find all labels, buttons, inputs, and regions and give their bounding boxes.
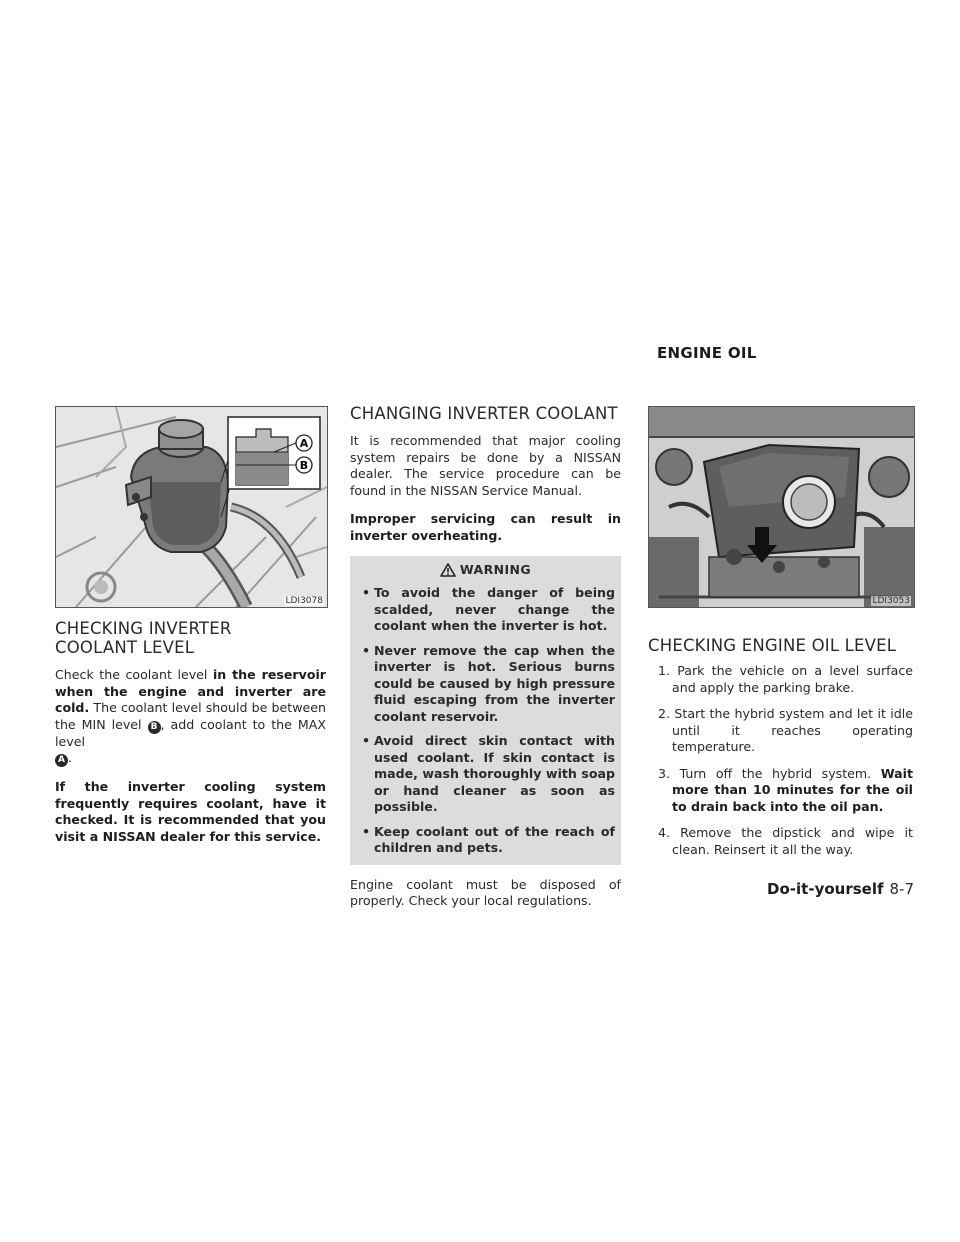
heading-changing-inverter-coolant: CHANGING INVERTER COOLANT: [350, 404, 618, 423]
list-item: [648, 766, 913, 816]
list-item: [648, 706, 913, 756]
warning-item: [356, 733, 615, 816]
bullet: •: [362, 585, 371, 600]
text: , add coolant to the MAX level: [55, 716, 326, 749]
marker-b: B: [148, 721, 161, 734]
step-text: Park the vehicle on a level surface and apply the parking brake.: [672, 663, 913, 695]
column-left: [55, 619, 326, 857]
section-tab: ENGINE OIL: [657, 344, 757, 362]
text: The coolant level should be between the MIN level: [55, 700, 326, 732]
text-bold: If the inverter cooling system frequently requires coolant, have it checked. It is recommended that you visit a NISSAN dealer for this service.: [55, 779, 326, 844]
column-right: [648, 636, 913, 868]
major-repairs-paragraph: It is recommended that major cooling system repairs be done by a NISSAN dealer. The service procedure can be found in the NISSAN Service Manual.: [350, 433, 621, 498]
coolant-reservoir-figure: [55, 406, 328, 608]
engine-bay-illustration: [649, 407, 914, 607]
engine-bay-figure: [648, 406, 915, 608]
step-text-bold: Wait more than 10 minutes for the oil to drain back into the oil pan.: [672, 765, 913, 814]
bullet: •: [362, 642, 371, 658]
bullet: •: [362, 823, 371, 839]
oil-check-steps: [648, 663, 913, 858]
coolant-level-paragraph: [55, 667, 326, 767]
text: Check the coolant level: [55, 667, 213, 682]
text-bold: in the reservoir when the engine and inverter are cold.: [55, 667, 326, 715]
warning-title: WARNING: [459, 562, 532, 577]
step-text: Start the hybrid system and let it idle until it reaches operating temperature.: [672, 706, 913, 754]
step-number: 3.: [658, 765, 671, 781]
label-b: B: [299, 459, 309, 472]
list-item: [648, 663, 913, 696]
warning-header: [356, 562, 615, 577]
disposal-paragraph: Engine coolant must be disposed of properly. Check your local regulations.: [350, 876, 621, 908]
heading-checking-inverter-coolant: CHECKING INVERTER COOLANT LEVEL: [55, 619, 232, 657]
warning-box: [350, 556, 621, 865]
label-a: A: [299, 437, 309, 450]
text: .: [68, 750, 73, 765]
service-paragraph: [55, 779, 326, 845]
step-text: Turn off the hybrid system.: [679, 765, 881, 781]
warning-text: Avoid direct skin contact with used coolant. If skin contact is made, wash thoroughly with soap or hand cleaner as soon as possible.: [374, 733, 615, 814]
warning-text: Never remove the cap when the inverter is hot. Serious burns could be caused by high pressure fluid escaping from the inverter coolant reservoir.: [374, 642, 615, 724]
warning-item: [356, 643, 615, 726]
page-footer: [767, 880, 914, 898]
figure-id: LDI3078: [285, 596, 323, 606]
chapter-title: Do-it-yourself: [767, 880, 884, 898]
heading-checking-engine-oil: CHECKING ENGINE OIL LEVEL: [648, 636, 897, 655]
step-number: 2.: [658, 706, 671, 721]
page-number: 8-7: [889, 880, 914, 898]
step-number: 1.: [658, 663, 671, 678]
text-bold: Improper servicing can result in inverter overheating.: [350, 511, 621, 543]
warning-item: [356, 824, 615, 857]
step-number: 4.: [658, 825, 671, 840]
improper-servicing-paragraph: [350, 511, 621, 544]
warning-triangle-icon: [440, 563, 456, 577]
marker-a: A: [55, 754, 68, 767]
step-text: Remove the dipstick and wipe it clean. Reinsert it all the way.: [672, 825, 913, 857]
warning-item: [356, 585, 615, 635]
column-middle: [350, 404, 621, 922]
figure-id: LDI3053: [872, 596, 910, 606]
list-item: [648, 825, 913, 858]
warning-text: Keep coolant out of the reach of children and pets.: [374, 823, 615, 855]
coolant-reservoir-illustration: [56, 407, 327, 607]
warning-text: To avoid the danger of being scalded, never change the coolant when the inverter is hot.: [374, 585, 615, 633]
bullet: •: [362, 733, 371, 748]
